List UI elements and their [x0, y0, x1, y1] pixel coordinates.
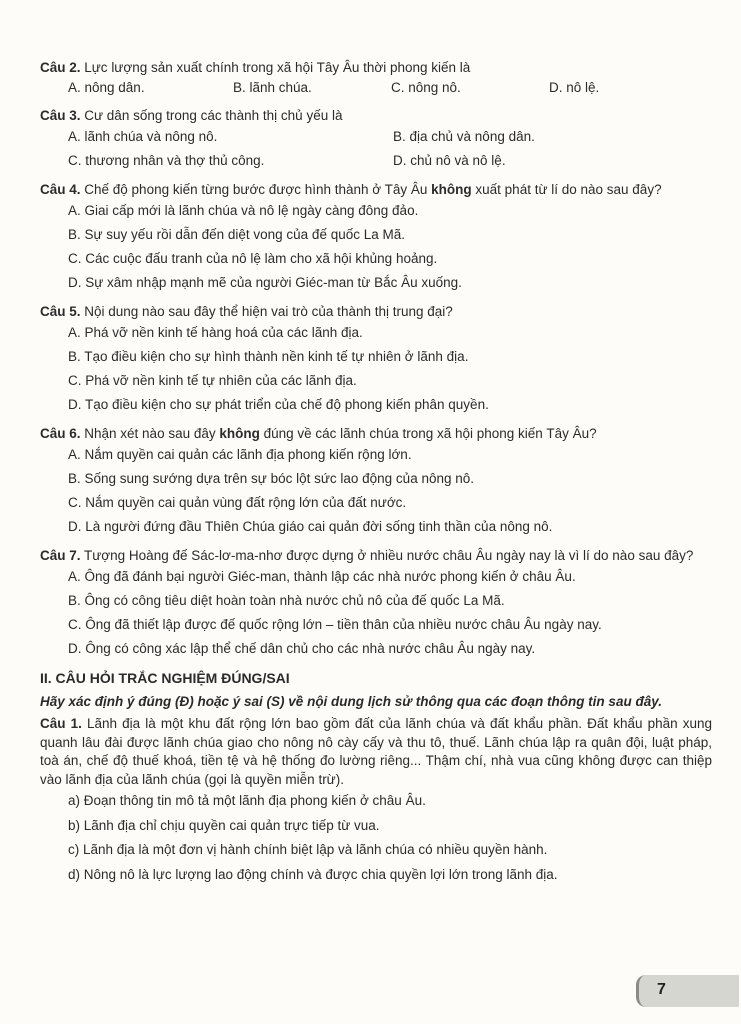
statement-b: b) Lãnh địa chỉ chịu quyền cai quản trực tiếp từ vua. — [68, 817, 380, 833]
emphasis-word: không — [219, 426, 260, 441]
option-d: D. Ông có công xác lập thể chế dân chủ cho các nhà nước châu Âu ngày nay. — [68, 641, 536, 656]
option-a: A. Nắm quyền cai quản các lãnh địa phong kiến rộng lớn. — [68, 447, 412, 462]
question-text: Lãnh địa là một khu đất rộng lớn bao gồm đất của lãnh chúa và đất khẩu phần. Đất khẩu phần xung quanh lâu đài được lãnh chúa giao cho nông nô cày cấy và thu tô, thuế. Lãnh chúa lập ra quân đội, luật pháp, toà án, chế độ thuế khoá, tiền tệ và hệ thống đo lường riêng... Thậm chí, nhà vua cũng không được can thiệp vào lãnh địa của lãnh chúa (gọi là quyền miễn trừ). — [40, 716, 712, 787]
question-label: Câu 3. — [40, 108, 81, 123]
page-number: 7 — [657, 981, 666, 998]
option-d: D. chủ nô và nô lệ. — [393, 153, 506, 168]
question-label: Câu 2. — [40, 60, 81, 75]
question-text-end: xuất phát từ lí do nào sau đây? — [471, 182, 662, 197]
option-c: C. Nắm quyền cai quản vùng đất rộng lớn của đất nước. — [68, 495, 407, 510]
question-label: Câu 5. — [40, 304, 81, 319]
question-text: Cư dân sống trong các thành thị chủ yếu là — [80, 108, 343, 123]
option-d: D. nô lệ. — [549, 80, 600, 95]
option-b: B. Ông có công tiêu diệt hoàn toàn nhà nước chủ nô của đế quốc La Mã. — [68, 593, 505, 608]
question-6 — [40, 424, 712, 539]
option-b: B. Sự suy yếu rồi dẫn đến diệt vong của đế quốc La Mã. — [68, 227, 405, 242]
option-c: C. nông nô. — [391, 80, 461, 95]
question-text: Nội dung nào sau đây thể hiện vai trò của thành thị trung đại? — [80, 304, 453, 319]
option-a: A. Giai cấp mới là lãnh chúa và nô lệ ngày càng đông đảo. — [68, 203, 419, 218]
option-d: D. Là người đứng đầu Thiên Chúa giáo cai quản đời sống tinh thần của nông nô. — [68, 519, 553, 534]
true-false-question-1 — [40, 715, 712, 887]
question-text: Chế độ phong kiến từng bước được hình thành ở Tây Âu — [80, 182, 432, 197]
page-number-tab — [636, 975, 739, 1007]
option-a: A. lãnh chúa và nông nô. — [68, 129, 218, 144]
emphasis-word: không — [431, 182, 472, 197]
option-c: C. Các cuộc đấu tranh của nô lệ làm cho xã hội khủng hoảng. — [68, 251, 438, 266]
option-b: B. Tạo điều kiện cho sự hình thành nền kinh tế tự nhiên ở lãnh địa. — [68, 349, 469, 364]
statement-a: a) Đoạn thông tin mô tả một lãnh địa phong kiến ở châu Âu. — [68, 793, 426, 808]
statement-d: d) Nông nô là lực lượng lao động chính và được chia quyền lợi lớn trong lãnh địa. — [68, 866, 558, 882]
statement-c: c) Lãnh địa là một đơn vị hành chính biệt lập và lãnh chúa có nhiều quyền hành. — [68, 842, 548, 857]
option-a: A. Ông đã đánh bại người Giéc-man, thành lập các nhà nước phong kiến ở châu Âu. — [68, 569, 576, 584]
option-d: D. Sự xâm nhập mạnh mẽ của người Giéc-man từ Bắc Âu xuống. — [68, 275, 462, 290]
section-heading: II. CÂU HỎI TRẮC NGHIỆM ĐÚNG/SAI — [40, 670, 290, 686]
option-a: A. Phá vỡ nền kinh tế hàng hoá của các lãnh địa. — [68, 325, 363, 340]
option-a: A. nông dân. — [68, 80, 145, 95]
question-text-end: đúng về các lãnh chúa trong xã hội phong kiến Tây Âu? — [259, 426, 597, 441]
question-label: Câu 6. — [40, 426, 81, 441]
question-text: Nhận xét nào sau đây — [80, 426, 220, 441]
question-label: Câu 7. — [40, 548, 81, 563]
option-c: C. thương nhân và thợ thủ công. — [68, 153, 265, 168]
question-text: Lực lượng sản xuất chính trong xã hội Tây Âu thời phong kiến là — [80, 60, 471, 75]
question-2 — [40, 58, 712, 99]
option-c: C. Ông đã thiết lập được đế quốc rộng lớn – tiền thân của nhiều nước châu Âu ngày nay. — [68, 617, 602, 632]
option-d: D. Tạo điều kiện cho sự phát triển của chế độ phong kiến phân quyền. — [68, 397, 489, 412]
question-7 — [40, 546, 712, 661]
question-label: Câu 1. — [40, 716, 82, 731]
question-5 — [40, 302, 712, 417]
option-b: B. Sống sung sướng dựa trên sự bóc lột sức lao động của nông nô. — [68, 471, 475, 486]
question-4 — [40, 180, 712, 295]
question-text: Tượng Hoàng đế Sác-lơ-ma-nhơ được dựng ở nhiều nước châu Âu ngày nay là vì lí do nào sau đây? — [80, 548, 694, 563]
option-c: C. Phá vỡ nền kinh tế tự nhiên của các lãnh địa. — [68, 373, 357, 388]
option-b: B. địa chủ và nông dân. — [393, 129, 535, 144]
question-3 — [40, 106, 712, 173]
option-b: B. lãnh chúa. — [233, 80, 312, 95]
question-label: Câu 4. — [40, 182, 81, 197]
page-content — [40, 58, 712, 894]
section-instruction: Hãy xác định ý đúng (Đ) hoặc ý sai (S) về nội dung lịch sử thông qua các đoạn thông tin sau đây. — [40, 694, 662, 709]
